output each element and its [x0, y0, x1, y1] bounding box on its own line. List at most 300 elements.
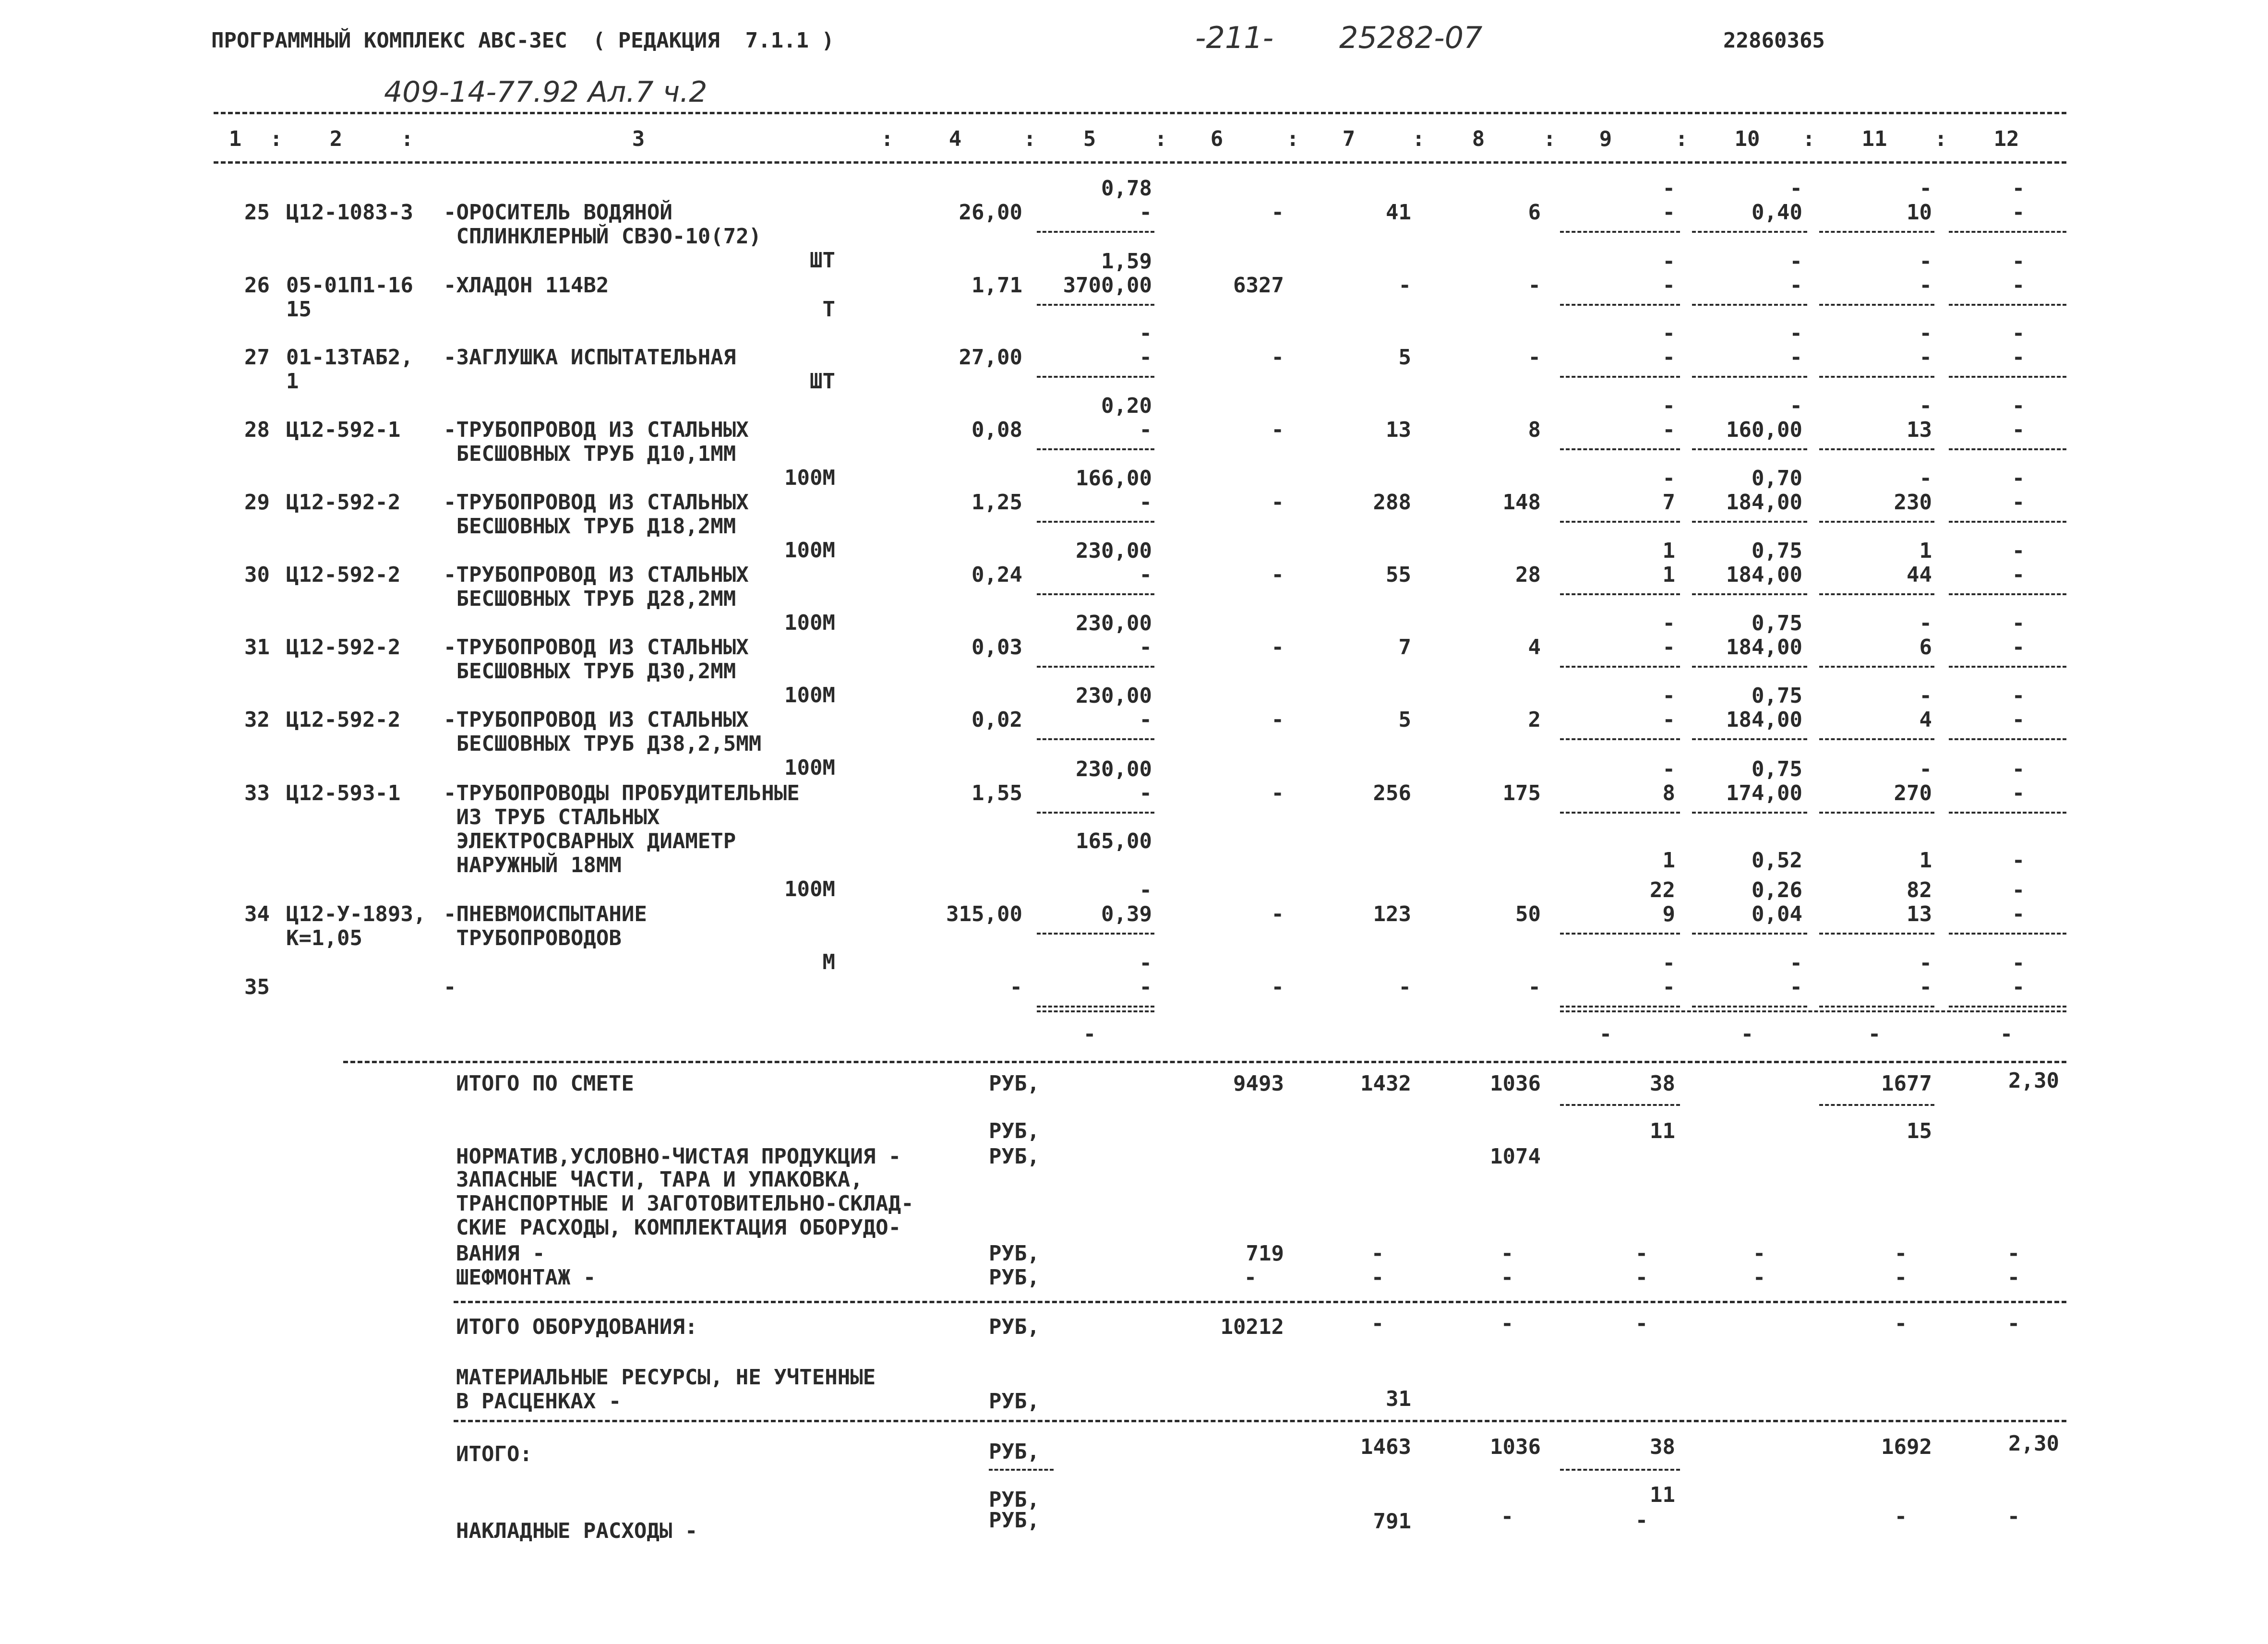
row-code: 05-01П1-16	[286, 273, 413, 298]
row-c12-value: -	[2012, 490, 2025, 515]
row-c9-value: -	[1662, 176, 1675, 201]
row-col7-value: 13	[1386, 418, 1411, 442]
row-name: -ЗАГЛУШКА ИСПЫТАТЕЛЬНАЯ	[444, 345, 736, 370]
row-number: 33	[244, 781, 270, 805]
row-c12-value: -	[2012, 951, 2025, 975]
row-sub-rule	[1692, 738, 1807, 740]
row-c11-value: 4	[1919, 708, 1932, 732]
row-quantity: 0,24	[972, 563, 1022, 587]
overhead-col12: -	[2007, 1504, 2020, 1529]
materials-line: МАТЕРИАЛЬНЫЕ РЕСУРСЫ, НЕ УЧТЕННЫЕ	[456, 1365, 876, 1390]
row-c10-value: 0,75	[1752, 539, 1802, 563]
row-c12-value: -	[2012, 539, 2025, 563]
column-separator: :	[1934, 127, 1947, 151]
row-col8-value: -	[1528, 975, 1541, 999]
header-top-rule	[214, 112, 2066, 114]
shefmontazh-dash: -	[1894, 1265, 1908, 1290]
row-name: -ТРУБОПРОВОД ИЗ СТАЛЬНЫХ	[444, 490, 749, 515]
normative-unit: РУБ,	[989, 1144, 1040, 1169]
header-bottom-rule	[214, 161, 2066, 164]
row-name: -ТРУБОПРОВОД ИЗ СТАЛЬНЫХ	[444, 563, 749, 587]
page-mark: -211-	[1195, 20, 1274, 55]
row-col6-value: -	[1271, 902, 1284, 926]
row-c10-value: 160,00	[1726, 418, 1802, 442]
row-c12-value: -	[2012, 466, 2025, 491]
row-c10-value: -	[1789, 975, 1802, 999]
row-sub-rule	[1692, 1006, 1807, 1008]
total-unit2: РУБ,	[989, 1488, 1040, 1512]
row-unit: М	[822, 950, 835, 974]
row-sub-rule	[1949, 666, 2066, 668]
column-header-5: 5	[1083, 127, 1096, 151]
summary-sub-rule	[989, 1469, 1054, 1471]
row-col8-value: 50	[1515, 902, 1541, 926]
row-sub-rule	[1692, 521, 1807, 523]
row-sub-rule	[1819, 304, 1934, 306]
row-c9-value: -	[1662, 394, 1675, 418]
row-c12-value: -	[2012, 563, 2025, 587]
row-c12-value: -	[2012, 418, 2025, 442]
row-col5-value: 0,78	[1101, 176, 1152, 201]
normative-line: ВАНИЯ -	[456, 1241, 545, 1266]
row-number: 25	[244, 200, 270, 225]
normative-line: ЗАПАСНЫЕ ЧАСТИ, ТАРА И УПАКОВКА,	[456, 1167, 863, 1192]
row-c11-value: 1	[1919, 848, 1932, 873]
row-number: 28	[244, 418, 270, 442]
row-name: -ТРУБОПРОВОД ИЗ СТАЛЬНЫХ	[444, 635, 749, 660]
row-c9-value: -	[1662, 273, 1675, 298]
overhead-col8: -	[1500, 1504, 1514, 1529]
summary-sub-rule	[1819, 1104, 1934, 1106]
row-col8-value: 28	[1515, 563, 1541, 587]
row-number: 29	[244, 490, 270, 515]
row-sub-rule	[1819, 666, 1934, 668]
total-col12: 2,30	[2008, 1431, 2059, 1456]
normative-dash: -	[1635, 1241, 1648, 1266]
normative-dash: -	[1752, 1241, 1766, 1266]
row-c12-value: -	[2012, 757, 2025, 781]
materials-line: В РАСЦЕНКАХ -	[456, 1389, 622, 1414]
total-smeta-col8: 1036	[1490, 1071, 1541, 1096]
summary-top-rule	[343, 1061, 2066, 1063]
row-name: -ТРУБОПРОВОД ИЗ СТАЛЬНЫХ	[444, 708, 749, 732]
row-c10-value: 0,70	[1752, 466, 1802, 491]
row-sub-rule	[1819, 738, 1934, 740]
overhead-col11: -	[1894, 1504, 1908, 1529]
row-sub-rule	[1949, 376, 2066, 378]
row-sub-rule	[1560, 1006, 1680, 1008]
shefmontazh-dash: -	[1635, 1265, 1648, 1290]
row-c9-value: -	[1662, 200, 1675, 225]
row-sub-rule	[1560, 304, 1680, 306]
row-sub-rule	[1949, 738, 2066, 740]
row-c12-value: -	[2012, 902, 2025, 926]
row-col5-value: 1,59	[1101, 249, 1152, 274]
row-col5-value: -	[1139, 635, 1152, 660]
normative-line: НОРМАТИВ,УСЛОВНО-ЧИСТАЯ ПРОДУКЦИЯ -	[456, 1144, 901, 1169]
row-c9-value: -	[1662, 418, 1675, 442]
row-c9-value: -	[1662, 757, 1675, 781]
column-separator: :	[1286, 127, 1299, 151]
row-unit: ШТ	[810, 369, 835, 394]
column-header-11: 11	[1861, 127, 1887, 151]
row-col6-value: -	[1271, 490, 1284, 515]
total-col9-sub: 11	[1650, 1483, 1675, 1507]
row-c10-value: 0,26	[1752, 878, 1802, 902]
row-sub-rule	[1692, 812, 1807, 814]
row-quantity: 1,25	[972, 490, 1022, 515]
row-c11-value: 13	[1907, 418, 1932, 442]
trailing-dash: -	[1740, 1022, 1754, 1046]
row-sub-rule	[1560, 376, 1680, 378]
row-sub-rule	[1692, 304, 1807, 306]
row-c9-value: -	[1662, 708, 1675, 732]
row-code: 15	[286, 297, 312, 322]
total-smeta-label: ИТОГО ПО СМЕТЕ	[456, 1071, 634, 1096]
row-quantity: 0,08	[972, 418, 1022, 442]
row-c10-value: -	[1789, 176, 1802, 201]
row-col5-value: -	[1139, 781, 1152, 805]
row-c10-value: -	[1789, 345, 1802, 370]
row-col5-value: -	[1139, 200, 1152, 225]
row-name: НАРУЖНЫЙ 18ММ	[444, 853, 622, 877]
row-c11-value: -	[1919, 345, 1932, 370]
row-c12-value: -	[2012, 176, 2025, 201]
row-c9-value: 1	[1662, 563, 1675, 587]
row-c10-value: -	[1789, 273, 1802, 298]
normative-dash: -	[1500, 1241, 1514, 1266]
row-col7-value: 55	[1386, 563, 1411, 587]
column-header-7: 7	[1342, 127, 1356, 151]
row-unit: 100М	[784, 683, 835, 708]
row-col5-value: -	[1139, 878, 1152, 902]
row-col5-value: -	[1139, 418, 1152, 442]
row-unit: 100М	[784, 466, 835, 490]
row-col5-value: 230,00	[1076, 539, 1152, 563]
row-col6-value: -	[1271, 975, 1284, 999]
column-header-8: 8	[1472, 127, 1485, 151]
row-sub-rule	[1037, 521, 1154, 523]
row-col8-value: 8	[1528, 418, 1541, 442]
document-code: 22860365	[1723, 28, 1825, 53]
row-code: 1	[286, 369, 299, 394]
row-col8-value: 2	[1528, 708, 1541, 732]
total-equipment-col8: -	[1500, 1311, 1514, 1336]
row-quantity: -	[1009, 975, 1022, 999]
row-unit: ШТ	[810, 248, 835, 273]
row-col5-value: -	[1139, 321, 1152, 346]
row-c11-value: 10	[1907, 200, 1932, 225]
shefmontazh-dash: -	[1500, 1265, 1514, 1290]
row-sub-rule	[1037, 448, 1154, 450]
row-sub-rule	[1560, 933, 1680, 935]
row-name: СПЛИНКЛЕРНЫЙ СВЭО-10(72)	[444, 224, 762, 249]
row-c9-value: 1	[1662, 539, 1675, 563]
shefmontazh-dash: -	[1752, 1265, 1766, 1290]
row-c11-value: 230	[1894, 490, 1932, 515]
row-col6-value: -	[1271, 781, 1284, 805]
row-sub-rule	[1949, 933, 2066, 935]
program-title: ПРОГРАММНЫЙ КОМПЛЕКС АВС-3ЕС ( РЕДАКЦИЯ 7.1.1 )	[211, 28, 835, 53]
column-separator: :	[401, 127, 414, 151]
row-c11-value: -	[1919, 975, 1932, 999]
row-sub-rule	[1692, 231, 1807, 233]
row-sub-rule	[1819, 1006, 1934, 1008]
row-col6-value: -	[1271, 563, 1284, 587]
row-col8-value: 175	[1502, 781, 1541, 805]
shefmontazh-unit: РУБ,	[989, 1265, 1040, 1290]
total-equipment-col11: -	[1894, 1311, 1908, 1336]
row-col8-value: 148	[1502, 490, 1541, 515]
row-code: Ц12-У-1893,	[286, 902, 426, 926]
row-col5-value: -	[1139, 951, 1152, 975]
normative-line: СКИЕ РАСХОДЫ, КОМПЛЕКТАЦИЯ ОБОРУДО-	[456, 1215, 901, 1240]
row-c11-value: -	[1919, 684, 1932, 708]
row-name: ЭЛЕКТРОСВАРНЫХ ДИАМЕТР	[444, 829, 736, 853]
materials-unit: РУБ,	[989, 1389, 1040, 1414]
row-c11-value: -	[1919, 951, 1932, 975]
row-col7-value: 288	[1373, 490, 1411, 515]
row-number: 27	[244, 345, 270, 370]
row-sub-rule	[1037, 1010, 1154, 1012]
row-col6-value: -	[1271, 345, 1284, 370]
summary-rule-total	[454, 1420, 2066, 1422]
row-code: Ц12-592-2	[286, 708, 401, 732]
row-unit: Т	[822, 297, 835, 322]
row-c9-value: -	[1662, 466, 1675, 491]
row-c11-value: 44	[1907, 563, 1932, 587]
row-col5-value: -	[1139, 708, 1152, 732]
row-name: -ТРУБОПРОВОДЫ ПРОБУДИТЕЛЬНЫЕ	[444, 781, 800, 805]
row-c11-value: -	[1919, 466, 1932, 491]
row-col7-value: 256	[1373, 781, 1411, 805]
column-header-4: 4	[948, 127, 962, 151]
row-col7-value: 5	[1398, 708, 1411, 732]
normative-col8: 1074	[1490, 1144, 1541, 1169]
shefmontazh-dash: -	[2007, 1265, 2020, 1290]
row-name: -ПНЕВМОИСПЫТАНИЕ	[444, 902, 647, 926]
row-c9-value: -	[1662, 684, 1675, 708]
row-name: -ОРОСИТЕЛЬ ВОДЯНОЙ	[444, 200, 672, 225]
row-sub-rule	[1692, 666, 1807, 668]
row-col5-value: -	[1139, 345, 1152, 370]
row-c10-value: 0,40	[1752, 200, 1802, 225]
shefmontazh-label: ШЕФМОНТАЖ -	[456, 1265, 596, 1290]
row-sub-rule	[1037, 933, 1154, 935]
row-c11-value: -	[1919, 176, 1932, 201]
overhead-label: НАКЛАДНЫЕ РАСХОДЫ -	[456, 1519, 698, 1543]
row-c9-value: -	[1662, 249, 1675, 274]
summary-sub-rule	[1560, 1469, 1680, 1471]
row-sub-rule	[1819, 933, 1934, 935]
row-col5-value: -	[1139, 490, 1152, 515]
normative-col6: 719	[1246, 1241, 1284, 1266]
normative-dash: -	[1371, 1241, 1384, 1266]
total-equipment-label: ИТОГО ОБОРУДОВАНИЯ:	[456, 1315, 698, 1339]
row-c10-value: 174,00	[1726, 781, 1802, 805]
row-col5-value: 0,39	[1101, 902, 1152, 926]
total-col8: 1036	[1490, 1435, 1541, 1459]
row-c12-value: -	[2012, 394, 2025, 418]
row-c9-value: 22	[1650, 878, 1675, 902]
row-c11-value: 270	[1894, 781, 1932, 805]
row-c9-value: -	[1662, 951, 1675, 975]
row-number: 35	[244, 975, 270, 999]
row-quantity: 26,00	[959, 200, 1022, 225]
overhead-unit: РУБ,	[989, 1508, 1040, 1533]
column-separator: :	[1675, 127, 1688, 151]
row-c10-value: 184,00	[1726, 635, 1802, 660]
project-reference: 409-14-77.92 Ал.7 ч.2	[384, 75, 708, 109]
column-separator: :	[1154, 127, 1167, 151]
row-c11-value: -	[1919, 611, 1932, 636]
row-name: БЕСШОВНЫХ ТРУБ Д10,1ММ	[444, 442, 736, 466]
row-number: 32	[244, 708, 270, 732]
row-col7-value: 123	[1373, 902, 1411, 926]
row-sub-rule	[1819, 812, 1934, 814]
row-c12-value: -	[2012, 708, 2025, 732]
column-header-10: 10	[1734, 127, 1760, 151]
row-c12-value: -	[2012, 878, 2025, 902]
row-c10-value: 0,75	[1752, 611, 1802, 636]
overhead-col9: -	[1635, 1508, 1648, 1533]
row-name: ТРУБОПРОВОДОВ	[444, 926, 622, 950]
row-col5-value: 230,00	[1076, 611, 1152, 636]
row-sub-rule	[1692, 933, 1807, 935]
row-sub-rule	[1560, 666, 1680, 668]
row-c10-value: -	[1789, 249, 1802, 274]
row-name: БЕСШОВНЫХ ТРУБ Д28,2ММ	[444, 587, 736, 611]
column-header-1: 1	[228, 127, 242, 151]
row-code: Ц12-592-2	[286, 563, 401, 587]
row-sub-rule	[1037, 304, 1154, 306]
row-quantity: 1,71	[972, 273, 1022, 298]
row-c12-value: -	[2012, 848, 2025, 873]
row-col7-value: 7	[1398, 635, 1411, 660]
row-sub-rule	[1560, 593, 1680, 595]
row-sub-rule	[1560, 812, 1680, 814]
total-smeta-col11: 1677	[1881, 1071, 1932, 1096]
row-c11-value: -	[1919, 273, 1932, 298]
row-code: Ц12-593-1	[286, 781, 401, 805]
row-sub-rule	[1560, 448, 1680, 450]
column-header-9: 9	[1599, 127, 1612, 151]
column-header-2: 2	[329, 127, 343, 151]
row-sub-rule	[1692, 593, 1807, 595]
row-sub-rule	[1037, 376, 1154, 378]
row-sub-rule	[1037, 1006, 1154, 1008]
row-sub-rule	[1949, 304, 2066, 306]
column-separator: :	[1543, 127, 1556, 151]
normative-line: ТРАНСПОРТНЫЕ И ЗАГОТОВИТЕЛЬНО-СКЛАД-	[456, 1191, 914, 1216]
shefmontazh-dash: -	[1371, 1265, 1384, 1290]
row-sub-rule	[1037, 738, 1154, 740]
row-code: Ц12-592-2	[286, 635, 401, 660]
normative-dash: -	[2007, 1241, 2020, 1266]
row-c11-value: -	[1919, 249, 1932, 274]
row-col8-value: -	[1528, 273, 1541, 298]
trailing-dash: -	[1599, 1022, 1612, 1046]
row-code: Ц12-592-1	[286, 418, 401, 442]
trailing-dash: -	[1868, 1022, 1881, 1046]
row-number: 34	[244, 902, 270, 926]
row-c12-value: -	[2012, 249, 2025, 274]
total-smeta-unit2: РУБ,	[989, 1119, 1040, 1143]
row-quantity: 0,02	[972, 708, 1022, 732]
row-c10-value: 0,75	[1752, 684, 1802, 708]
row-c9-value: 1	[1662, 848, 1675, 873]
total-smeta-col12: 2,30	[2008, 1068, 2059, 1093]
row-sub-rule	[1949, 521, 2066, 523]
row-col6-value: -	[1271, 200, 1284, 225]
row-c10-value: 184,00	[1726, 490, 1802, 515]
row-c10-value: -	[1789, 394, 1802, 418]
row-name: БЕСШОВНЫХ ТРУБ Д18,2ММ	[444, 514, 736, 539]
row-c10-value: 184,00	[1726, 563, 1802, 587]
row-c11-value: 6	[1919, 635, 1932, 660]
summary-rule-equipment	[454, 1301, 2066, 1303]
row-col5-value: 165,00	[1076, 829, 1152, 853]
row-sub-rule	[1037, 666, 1154, 668]
row-c11-value: 1	[1919, 539, 1932, 563]
row-sub-rule	[1819, 231, 1934, 233]
row-sub-rule	[1949, 231, 2066, 233]
row-col6-value: -	[1271, 708, 1284, 732]
row-sub-rule	[1692, 448, 1807, 450]
total-equipment-col9: -	[1635, 1311, 1648, 1336]
row-code: Ц12-1083-3	[286, 200, 413, 225]
row-c12-value: -	[2012, 345, 2025, 370]
row-quantity: 27,00	[959, 345, 1022, 370]
row-name: ИЗ ТРУБ СТАЛЬНЫХ	[444, 805, 660, 829]
row-quantity: 315,00	[946, 902, 1022, 926]
row-col5-value: 230,00	[1076, 684, 1152, 708]
row-c10-value: -	[1789, 951, 1802, 975]
row-name: БЕСШОВНЫХ ТРУБ Д38,2,5ММ	[444, 732, 762, 756]
row-sub-rule	[1819, 448, 1934, 450]
row-col5-value: 230,00	[1076, 757, 1152, 781]
row-c9-value: -	[1662, 321, 1675, 346]
row-code: Ц12-592-2	[286, 490, 401, 515]
overhead-col7: 791	[1373, 1509, 1411, 1534]
row-c9-value: 9	[1662, 902, 1675, 926]
row-name: -	[444, 975, 456, 999]
row-c12-value: -	[2012, 611, 2025, 636]
row-c12-value: -	[2012, 781, 2025, 805]
row-c11-value: -	[1919, 394, 1932, 418]
row-unit: 100М	[784, 877, 835, 901]
total-smeta-col7: 1432	[1360, 1071, 1411, 1096]
row-col8-value: -	[1528, 345, 1541, 370]
total-unit: РУБ,	[989, 1440, 1040, 1464]
row-sub-rule	[1949, 1006, 2066, 1008]
row-c10-value: 0,04	[1752, 902, 1802, 926]
total-col11: 1692	[1881, 1435, 1932, 1459]
row-c9-value: -	[1662, 635, 1675, 660]
order-number: 25282-07	[1339, 20, 1483, 55]
column-separator: :	[270, 127, 283, 151]
row-c10-value: 184,00	[1726, 708, 1802, 732]
row-c12-value: -	[2012, 273, 2025, 298]
row-c9-value: 8	[1662, 781, 1675, 805]
row-name: БЕСШОВНЫХ ТРУБ Д30,2ММ	[444, 659, 736, 684]
row-sub-rule	[1037, 593, 1154, 595]
total-col7: 1463	[1360, 1435, 1411, 1459]
row-c9-value: 7	[1662, 490, 1675, 515]
row-c10-value: -	[1789, 321, 1802, 346]
row-name: -ТРУБОПРОВОД ИЗ СТАЛЬНЫХ	[444, 418, 749, 442]
total-smeta-col11-sub: 15	[1907, 1119, 1932, 1143]
